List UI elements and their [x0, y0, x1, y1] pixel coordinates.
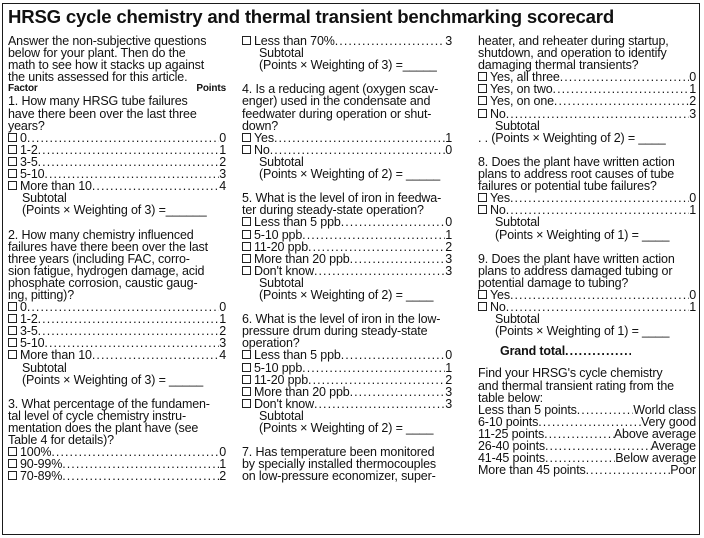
question-text: potential damage to tubing? — [478, 275, 629, 290]
checkbox[interactable] — [242, 387, 251, 396]
option-label: 11-20 ppb — [254, 239, 309, 254]
subtotal-label: Subtotal — [495, 312, 540, 327]
subtotal-label: Subtotal — [22, 191, 67, 206]
question-text: Table 4 for details)? — [8, 433, 114, 448]
subtotal-label: Subtotal — [22, 360, 67, 375]
question-text: phosphate corrosion, caustic gaug- — [8, 275, 198, 290]
option-row — [8, 349, 226, 361]
question-text: plans to address root causes of tube — [478, 167, 675, 182]
option-label: 70-89% — [20, 469, 63, 484]
option-label: Yes — [254, 130, 274, 145]
question-text: down? — [242, 118, 279, 133]
option-points: 1 — [445, 130, 452, 145]
option-points: 3 — [445, 384, 452, 399]
subtotal-label: Subtotal — [495, 215, 540, 230]
question-text: years? — [8, 118, 45, 133]
question-text: operation? — [242, 336, 300, 351]
question-3-continued — [242, 35, 452, 71]
rating-range: 6-10 points — [478, 414, 539, 429]
option-label: Yes — [490, 191, 510, 206]
rating-range: 41-45 points — [478, 451, 545, 466]
option-row — [242, 216, 452, 228]
option-row — [242, 362, 452, 374]
question-text: failures have there been over the last — [8, 239, 208, 254]
checkbox[interactable] — [8, 459, 17, 468]
question-text: ter during steady-state operation? — [242, 203, 424, 218]
rating-range: Less than 5 points — [478, 402, 577, 417]
option-label: Less than 70% — [254, 34, 335, 48]
option-points: 2 — [445, 239, 452, 254]
weighting-line: (Points × Weighting of 3) = _____ — [22, 372, 204, 387]
question-text: 3. What percentage of the fundamen- — [8, 396, 210, 411]
checkbox[interactable] — [242, 363, 251, 372]
question-text: feedwater during operation or shut- — [242, 106, 432, 121]
option-row — [478, 289, 696, 301]
rating-range: More than 45 points — [478, 463, 586, 478]
option-points: 3 — [445, 396, 452, 411]
question-text: shutdown, and operation to identify — [478, 46, 667, 61]
option-label: Yes, all three — [490, 70, 560, 85]
checkbox[interactable] — [242, 399, 251, 408]
rating-row — [478, 404, 696, 416]
option-points: 0 — [219, 300, 226, 315]
rating-intro-line: Find your HRSG's cycle chemistry — [478, 366, 663, 381]
option-label: 11-20 ppb — [254, 372, 309, 387]
checkbox[interactable] — [478, 302, 487, 311]
scorecard-title: HRSG cycle chemistry and thermal transient benchmarking scorecard — [8, 6, 614, 27]
subtotal-label: Subtotal — [259, 275, 304, 290]
question-text: 8. Does the plant have written action — [478, 154, 675, 169]
option-points: 2 — [689, 94, 696, 109]
option-label: 3-5 — [20, 324, 38, 339]
weighting-line: (Points × Weighting of 2) = _____ — [259, 167, 441, 182]
option-points: 1 — [445, 360, 452, 375]
question-4 — [242, 83, 452, 180]
option-points: 2 — [219, 154, 226, 169]
option-row — [8, 470, 226, 482]
option-label: 1-2 — [20, 142, 38, 157]
question-5 — [242, 192, 452, 301]
question-7 — [242, 446, 452, 482]
option-label: More than 20 ppb — [254, 384, 350, 399]
checkbox[interactable] — [8, 302, 17, 311]
column-1 — [8, 35, 226, 482]
intro-line: below for your plant. Then do the — [8, 46, 186, 61]
option-row — [8, 301, 226, 313]
option-points: 3 — [445, 251, 452, 266]
question-text: on low-pressure economizer, super- — [242, 469, 436, 484]
scorecard — [2, 3, 700, 535]
weighting-line: (Points × Weighting of 1) = ____ — [495, 227, 670, 242]
option-label: 5-10 ppb — [254, 227, 303, 242]
option-label: 100% — [20, 445, 52, 460]
option-points: 3 — [689, 106, 696, 121]
checkbox[interactable] — [478, 205, 487, 214]
subtotal-label: Subtotal — [259, 46, 304, 61]
option-row — [242, 132, 452, 144]
checkbox[interactable] — [242, 242, 251, 251]
column-2 — [242, 35, 452, 482]
option-row — [242, 349, 452, 361]
option-points: 0 — [445, 215, 452, 230]
option-row — [242, 253, 452, 265]
option-points: 1 — [689, 82, 696, 97]
factor-header: Factor — [8, 83, 38, 95]
option-label: More than 10 — [20, 348, 92, 363]
option-label: No — [254, 142, 270, 157]
option-label: More than 20 ppb — [254, 251, 350, 266]
question-text: enger) used in the condensate and — [242, 94, 431, 109]
checkbox[interactable] — [242, 145, 251, 154]
option-points: 0 — [689, 287, 696, 302]
column-3 — [478, 35, 696, 476]
option-points: 0 — [445, 348, 452, 363]
question-1 — [8, 95, 226, 216]
question-text: 9. Does the plant have written action — [478, 251, 675, 266]
weighting-line: (Points × Weighting of 3) =______ — [22, 203, 207, 218]
option-label: Yes — [490, 287, 510, 302]
option-points: 1 — [445, 227, 452, 242]
option-points: 1 — [219, 142, 226, 157]
checkbox[interactable] — [478, 193, 487, 202]
option-points: 4 — [219, 348, 226, 363]
question-text: plans to address damaged tubing or — [478, 263, 673, 278]
question-9 — [478, 253, 696, 338]
option-label: 90-99% — [20, 457, 63, 472]
checkbox[interactable] — [242, 36, 251, 45]
question-text: ing, pitting)? — [8, 287, 74, 302]
grand-total-label: Grand total — [500, 344, 566, 359]
option-label: Less than 5 ppb — [254, 348, 341, 363]
option-label: 5-10 — [20, 336, 45, 351]
subtotal-label: Subtotal — [259, 408, 304, 423]
option-points: 3 — [219, 336, 226, 351]
checkbox[interactable] — [8, 157, 17, 166]
rating-intro-line: and thermal transient rating from the — [478, 378, 674, 393]
option-label: 5-10 ppb — [254, 360, 303, 375]
checkbox[interactable] — [8, 169, 17, 178]
rating-range: 26-40 points — [478, 439, 545, 453]
question-7-continued — [478, 35, 696, 144]
subtotal-label: Subtotal — [259, 154, 304, 169]
question-text: sion fatigue, hydrogen damage, acid — [8, 263, 205, 278]
option-label: Less than 5 ppb — [254, 215, 341, 230]
option-points: 1 — [219, 457, 226, 472]
option-points: 3 — [219, 167, 226, 182]
checkbox[interactable] — [242, 133, 251, 142]
option-label: No — [490, 300, 506, 315]
option-points: 1 — [689, 203, 696, 218]
rating-value: Below average — [615, 451, 696, 466]
option-row — [242, 229, 452, 241]
option-row — [478, 108, 696, 120]
option-row — [478, 95, 696, 107]
grand-total-row — [478, 345, 696, 357]
option-row — [242, 386, 452, 398]
rating-range: 11-25 points — [478, 426, 545, 441]
option-points: 2 — [219, 324, 226, 339]
option-label: 3-5 — [20, 154, 38, 169]
intro-line: math to see how it stacks up against — [8, 58, 205, 73]
question-text: 7. Has temperature been monitored — [242, 445, 435, 460]
intro-line: the units assessed for this article. — [8, 70, 188, 85]
question-6 — [242, 313, 452, 434]
option-label: Don't know — [254, 263, 314, 278]
question-text: 4. Is a reducing agent (oxygen scav- — [242, 82, 439, 97]
question-8 — [478, 156, 696, 241]
question-3 — [8, 398, 226, 483]
question-text: heater, and reheater during startup, — [478, 34, 669, 48]
weighting-line: (Points × Weighting of 1) = ____ — [495, 324, 670, 339]
question-text: have there been over the last three — [8, 106, 197, 121]
checkbox[interactable] — [8, 447, 17, 456]
option-points: 1 — [689, 300, 696, 315]
question-2 — [8, 229, 226, 386]
rating-value: Average — [650, 439, 696, 453]
question-text: by specially installed thermocouples — [242, 457, 437, 472]
question-text: failures or potential tube failures? — [478, 179, 657, 194]
question-text: 2. How many chemistry influenced — [8, 227, 194, 242]
option-label: 5-10 — [20, 167, 45, 182]
intro-line: Answer the non-subjective questions — [8, 34, 207, 48]
question-text: pressure drum during steady-state — [242, 324, 428, 339]
option-points: 3 — [445, 263, 452, 278]
option-row — [8, 144, 226, 156]
option-label: 1-2 — [20, 312, 38, 327]
option-label: Don't know — [254, 396, 314, 411]
checkbox[interactable] — [478, 290, 487, 299]
rating-section — [478, 367, 696, 476]
option-label: 0 — [20, 300, 27, 315]
option-label: No — [490, 203, 506, 218]
weighting-line: (Points × Weighting of 2) = ____ — [259, 421, 434, 435]
option-points: 0 — [219, 445, 226, 460]
option-row — [242, 374, 452, 386]
option-points: 1 — [219, 312, 226, 327]
option-label: No — [490, 106, 506, 121]
checkbox[interactable] — [8, 350, 17, 359]
checkbox[interactable] — [242, 375, 251, 384]
option-points: 3 — [445, 34, 452, 48]
option-row — [242, 241, 452, 253]
subtotal-label: Subtotal — [495, 118, 540, 133]
question-text: three years (including FAC, corro- — [8, 251, 190, 266]
rating-value: Very good — [641, 414, 696, 429]
option-label: More than 10 — [20, 179, 92, 194]
question-text: 6. What is the level of iron in the low- — [242, 312, 441, 327]
option-row — [8, 132, 226, 144]
checkbox[interactable] — [478, 96, 487, 105]
checkbox[interactable] — [8, 326, 17, 335]
option-points: 2 — [219, 469, 226, 484]
checkbox[interactable] — [478, 84, 487, 93]
weighting-line: (Points × Weighting of 3) =_____ — [259, 58, 437, 73]
option-row — [478, 192, 696, 204]
option-points: 4 — [219, 179, 226, 194]
rating-value: World class — [633, 402, 696, 417]
option-points: 0 — [219, 130, 226, 145]
points-header: Points — [196, 83, 226, 95]
option-label: 0 — [20, 130, 27, 145]
option-points: 0 — [445, 142, 452, 157]
weighting-line: (Points × Weighting of 2) = ____ — [259, 287, 434, 302]
checkbox[interactable] — [242, 217, 251, 226]
option-points: 0 — [689, 70, 696, 85]
option-row — [8, 313, 226, 325]
rating-row — [478, 464, 696, 476]
option-label: Yes, on one — [490, 94, 554, 109]
question-text: tal level of cycle chemistry instru- — [8, 408, 186, 423]
rating-value: Above average — [613, 426, 696, 441]
checkbox[interactable] — [8, 471, 17, 480]
checkbox[interactable] — [242, 230, 251, 239]
checkbox[interactable] — [8, 133, 17, 142]
option-points: 0 — [689, 191, 696, 206]
rating-intro-line: table below: — [478, 390, 543, 405]
checkbox[interactable] — [478, 109, 487, 118]
checkbox[interactable] — [242, 266, 251, 275]
checkbox[interactable] — [242, 254, 251, 263]
question-text: 5. What is the level of iron in feedwa- — [242, 191, 442, 206]
question-text: damaging thermal transients? — [478, 58, 639, 73]
checkbox[interactable] — [242, 350, 251, 359]
option-points: 2 — [445, 372, 452, 387]
checkbox[interactable] — [8, 338, 17, 347]
rating-value: Poor — [670, 463, 696, 478]
option-label: Yes, on two — [490, 82, 553, 97]
checkbox[interactable] — [8, 314, 17, 323]
weighting-line: . . (Points × Weighting of 2) = ____ — [478, 130, 666, 145]
intro-text — [8, 35, 226, 83]
checkbox[interactable] — [8, 181, 17, 190]
question-text: 1. How many HRSG tube failures — [8, 94, 188, 109]
checkbox[interactable] — [8, 145, 17, 154]
checkbox[interactable] — [478, 72, 487, 81]
question-text: mentation does the plant have (see — [8, 421, 199, 435]
